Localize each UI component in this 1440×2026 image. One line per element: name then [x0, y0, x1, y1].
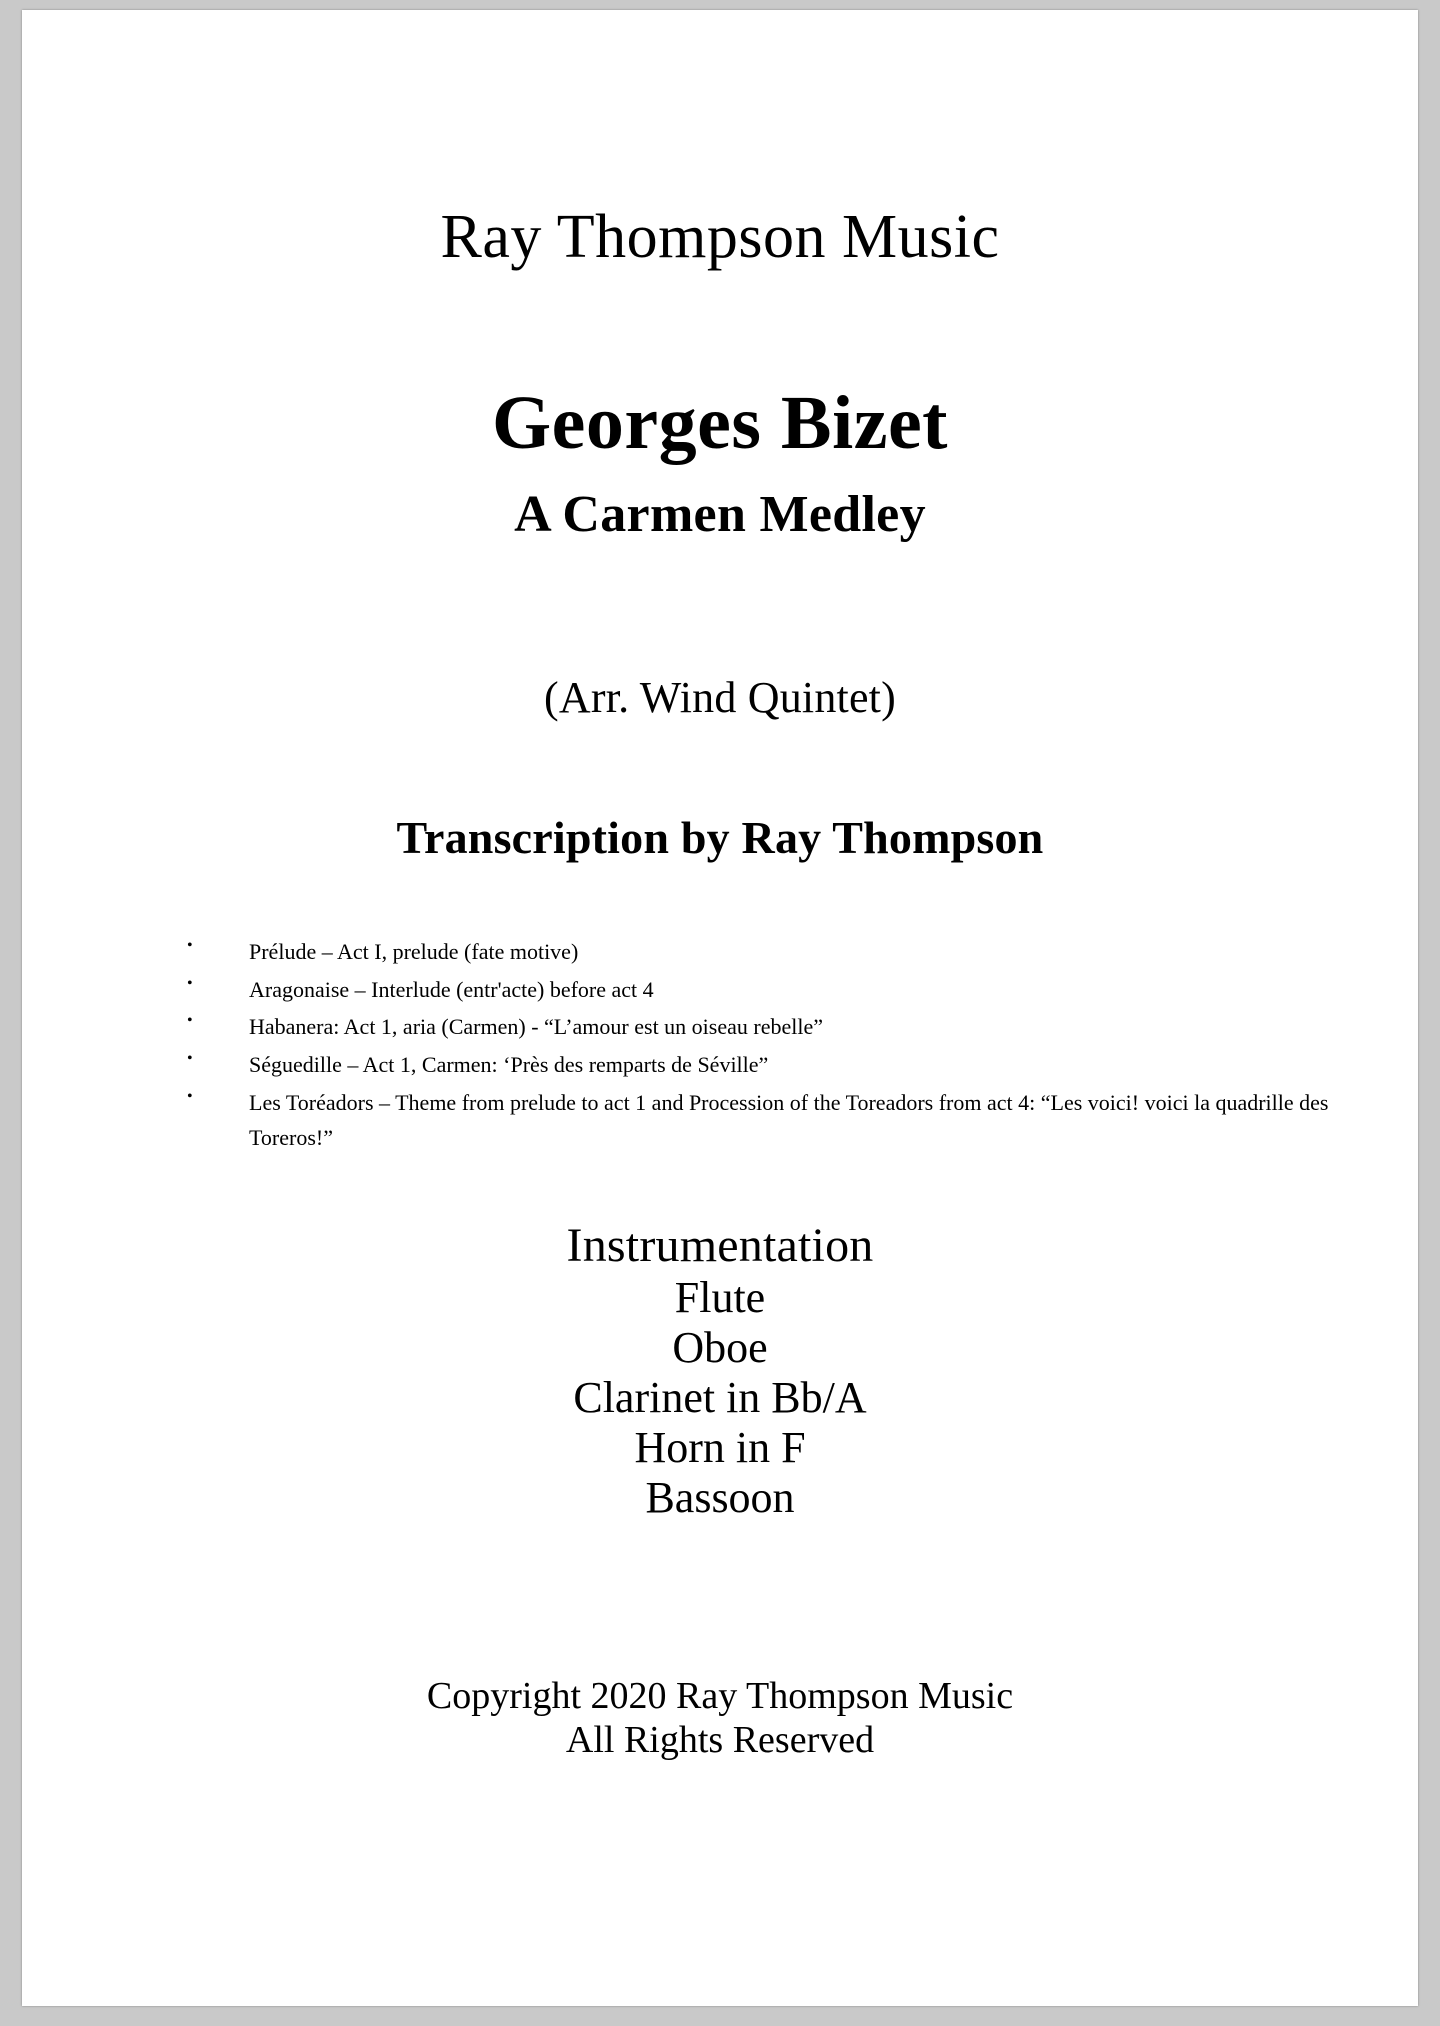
transcription-credit: Transcription by Ray Thompson [396, 812, 1044, 864]
copyright-line-2: All Rights Reserved [565, 1719, 875, 1762]
list-item: • Séguedille – Act 1, Carmen: ‘Près des remparts de Séville” [187, 1047, 1348, 1083]
movement-list [92, 934, 1348, 1156]
list-item: • Habanera: Act 1, aria (Carmen) - “L’amour est un oiseau rebelle” [187, 1009, 1348, 1045]
list-item: Bassoon [645, 1473, 795, 1523]
arrangement-note: (Arr. Wind Quintet) [544, 673, 896, 723]
list-item: • Les Toréadors – Theme from prelude to act 1 and Procession of the Toreadors from act 4: “Les voici! voici la quadrille des Toreros!” [187, 1085, 1348, 1156]
instrumentation-list [92, 1273, 1348, 1524]
list-item: Clarinet in Bb/A [573, 1373, 867, 1423]
list-item: Horn in F [634, 1423, 806, 1473]
score-title-page [22, 10, 1418, 2006]
publisher-name: Ray Thompson Music [440, 203, 1000, 271]
list-item: • Aragonaise – Interlude (entr'acte) before act 4 [187, 972, 1348, 1008]
title-page-content [22, 10, 1418, 1763]
composer-name: Georges Bizet [492, 381, 948, 466]
copyright-block [92, 1674, 1348, 1764]
instrumentation-heading: Instrumentation [566, 1218, 874, 1272]
work-title: A Carmen Medley [514, 486, 926, 544]
list-item: Flute [674, 1272, 766, 1322]
list-item: Oboe [672, 1323, 768, 1372]
copyright-line-1: Copyright 2020 Ray Thompson Music [426, 1674, 1014, 1717]
list-item: • Prélude – Act I, prelude (fate motive) [187, 934, 1348, 970]
